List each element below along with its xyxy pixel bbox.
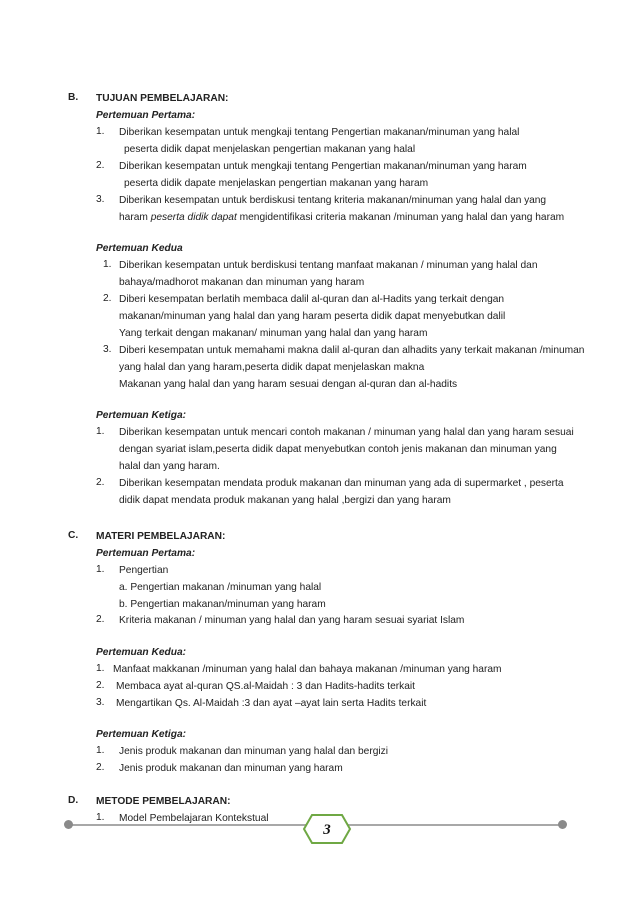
footer-left-dot — [64, 820, 73, 829]
b-p2-item3-line3: Makanan yang halal dan yang haram sesuai dengan al-quran dan al-hadits — [119, 379, 458, 390]
b-p2-item1-line2: bahaya/madhorot makanan dan minuman yang haram — [119, 277, 365, 288]
b-p2-item3-num: 3. — [103, 344, 112, 355]
section-d-title: METODE PEMBELAJARAN: — [96, 796, 231, 807]
c-p1-item2: Kriteria makanan / minuman yang halal dan yang haram sesuai syariat Islam — [119, 615, 465, 626]
b-p3-item2-line2: didik dapat mendata produk makanan yang halal ,bergizi dan yang haram — [119, 495, 451, 506]
c-pertemuan-ketiga-heading: Pertemuan Ketiga: — [96, 729, 187, 740]
b-p2-item3-line1: Diberi kesempatan untuk memahami makna dalil al-quran dan alhadits yany terkait makanan /minuman — [119, 345, 585, 356]
b-p2-item2-line1: Diberi kesempatan berlatih membaca dalil al-quran dan al-Hadits yang terkait dengan — [119, 294, 505, 305]
c-p2-item3: Mengartikan Qs. Al-Maidah :3 dan ayat –ayat lain serta Hadits terkait — [116, 698, 427, 709]
b-p1-item1-line2: peserta didik dapat menjelaskan pengertian makanan yang halal — [124, 144, 416, 155]
c-p2-item3-num: 3. — [96, 697, 105, 708]
c-p1-item1: Pengertian — [119, 565, 169, 576]
section-b-letter: B. — [68, 92, 79, 103]
b-p1-item2-line1: Diberikan kesempatan untuk mengkaji tentang Pengertian makanan/minuman yang haram — [119, 161, 527, 172]
c-p1-item2-num: 2. — [96, 614, 105, 625]
b-p2-item2-num: 2. — [103, 293, 112, 304]
b-p3-item2-num: 2. — [96, 477, 105, 488]
b-p2-item1-num: 1. — [103, 259, 112, 270]
b-p1-item3-line2c: mengidentifikasi criteria makanan /minuman yang halal dan yang haram — [236, 212, 565, 223]
section-b-title: TUJUAN PEMBELAJARAN: — [96, 93, 229, 104]
c-p2-item2-num: 2. — [96, 680, 105, 691]
b-p1-item3-line1: Diberikan kesempatan untuk berdiskusi tentang kriteria makanan/minuman yang halal dan yang — [119, 195, 547, 206]
b-pertemuan-kedua-heading: Pertemuan Kedua — [96, 243, 183, 254]
c-p3-item1-num: 1. — [96, 745, 105, 756]
page-footer — [0, 800, 638, 890]
b-p3-item2-line1: Diberikan kesempatan mendata produk makanan dan minuman yang ada di supermarket , peserta — [119, 478, 564, 489]
b-p3-item1-num: 1. — [96, 426, 105, 437]
page-number: 3 — [323, 821, 331, 838]
b-p2-item1-line1: Diberikan kesempatan untuk berdiskusi tentang manfaat makanan / minuman yang halal dan — [119, 260, 538, 271]
b-p1-item3-line2a: haram — [119, 212, 151, 223]
b-p1-item3-line2 — [119, 211, 564, 224]
b-p3-item1-line3: halal dan yang haram. — [119, 461, 220, 472]
c-p1-item1-num: 1. — [96, 564, 105, 575]
d-item1-num: 1. — [96, 812, 105, 823]
b-p2-item2-line3: Yang terkait dengan makanan/ minuman yang halal dan yang haram — [119, 328, 428, 339]
c-p2-item1-num: 1. — [96, 663, 105, 674]
b-pertemuan-ketiga-heading: Pertemuan Ketiga: — [96, 410, 187, 421]
b-p2-item2-line2: makanan/minuman yang halal dan yang haram peserta didik dapat menyebutkan dalil — [119, 311, 506, 322]
c-p2-item2: Membaca ayat al-quran QS.al-Maidah : 3 dan Hadits-hadits terkait — [116, 681, 415, 692]
c-p3-item1: Jenis produk makanan dan minuman yang halal dan bergizi — [119, 746, 389, 757]
c-p3-item2-num: 2. — [96, 762, 105, 773]
b-p1-item1-num: 1. — [96, 126, 105, 137]
d-item1: Model Pembelajaran Kontekstual — [119, 813, 269, 824]
c-p1-sub-a: a. Pengertian makanan /minuman yang halal — [119, 582, 322, 593]
b-pertemuan-pertama-heading: Pertemuan Pertama: — [96, 110, 196, 121]
c-p3-item2: Jenis produk makanan dan minuman yang haram — [119, 763, 343, 774]
b-p3-item1-line1: Diberikan kesempatan untuk mencari contoh makanan / minuman yang halal dan yang haram sesuai — [119, 427, 574, 438]
b-p1-item3-line2b: peserta didik dapat — [150, 212, 237, 223]
c-p1-sub-b: b. Pengertian makanan/minuman yang haram — [119, 599, 326, 610]
b-p2-item3-line2: yang halal dan yang haram,peserta didik dapat menjelaskan makna — [119, 362, 425, 373]
b-p3-item1-line2: dengan syariat islam,peserta didik dapat menyebutkan contoh jenis makanan dan minuman yang — [119, 444, 557, 455]
b-p1-item2-num: 2. — [96, 160, 105, 171]
section-d-letter: D. — [68, 795, 79, 806]
c-pertemuan-kedua-heading: Pertemuan Kedua: — [96, 647, 187, 658]
section-c-title: MATERI PEMBELAJARAN: — [96, 531, 226, 542]
c-p2-item1: Manfaat makkanan /minuman yang halal dan bahaya makanan /minuman yang haram — [113, 664, 502, 675]
c-pertemuan-pertama-heading: Pertemuan Pertama: — [96, 548, 196, 559]
b-p1-item2-line2: peserta didik dapate menjelaskan pengertian makanan yang haram — [124, 178, 429, 189]
footer-right-dot — [558, 820, 567, 829]
section-c-letter: C. — [68, 530, 79, 541]
b-p1-item1-line1: Diberikan kesempatan untuk mengkaji tentang Pengertian makanan/minuman yang halal — [119, 127, 520, 138]
b-p1-item3-num: 3. — [96, 194, 105, 205]
